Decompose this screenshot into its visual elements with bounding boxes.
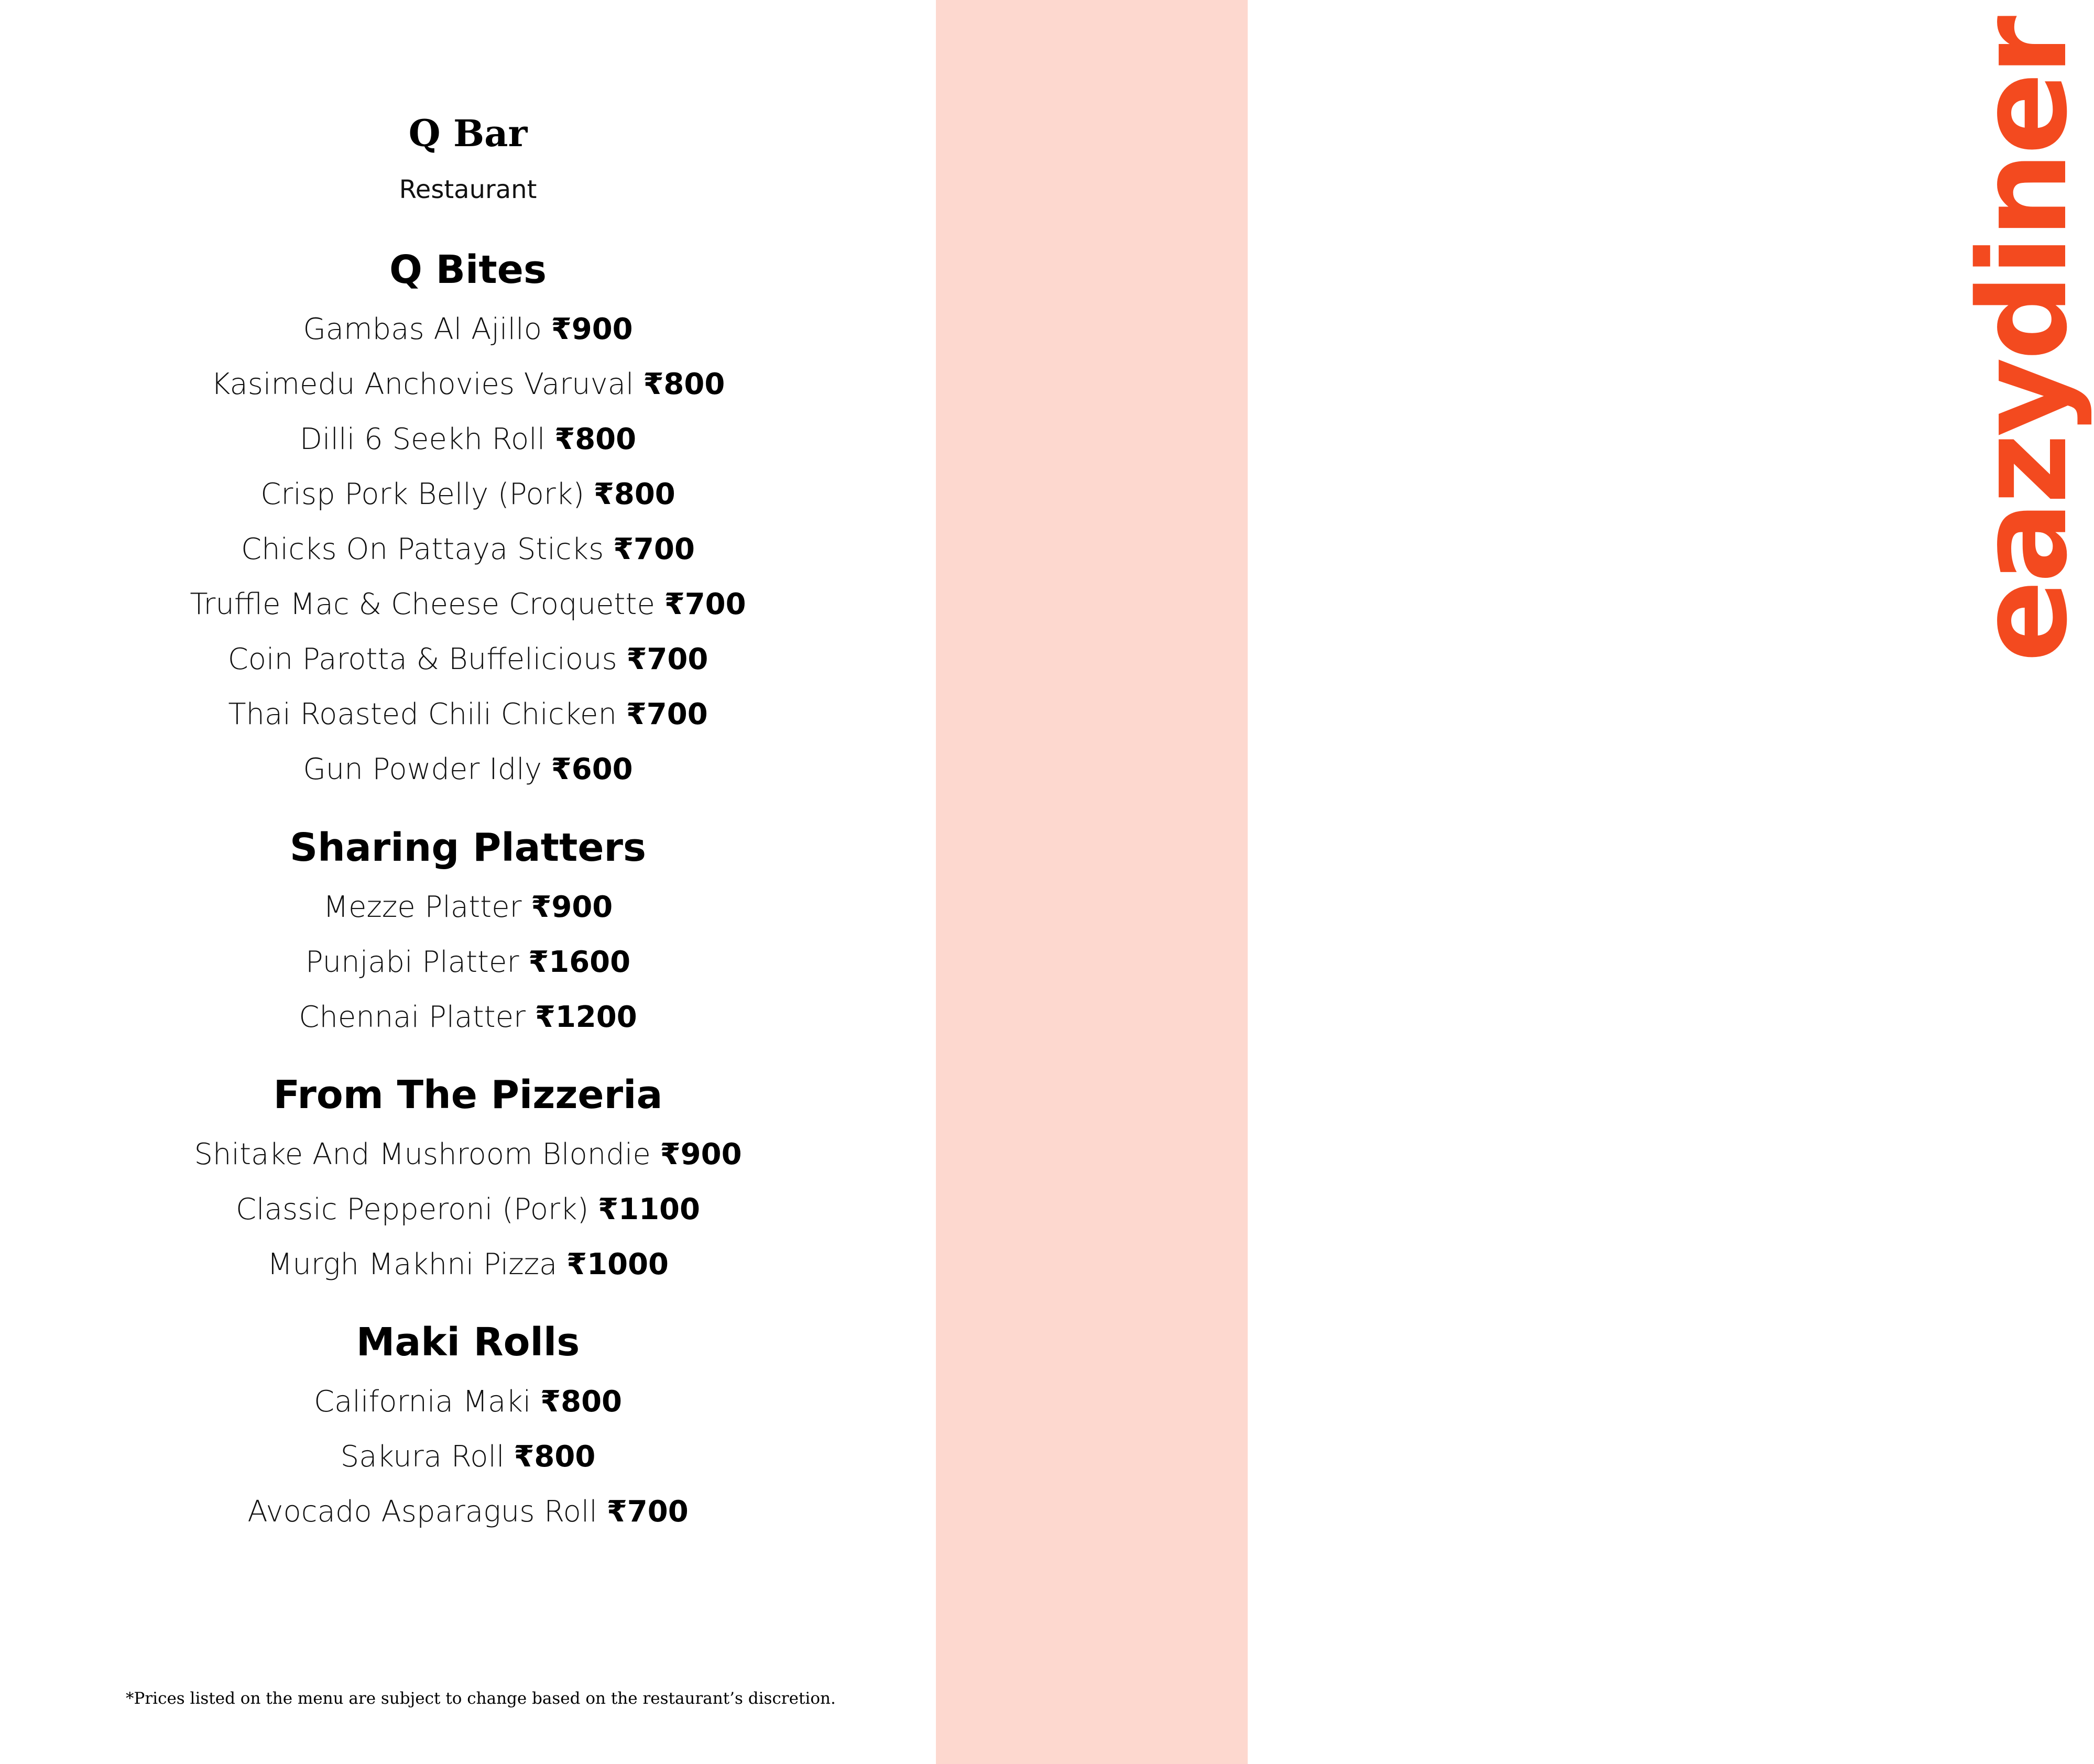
menu-item — [0, 522, 936, 577]
menu-section-sharing-platters — [0, 824, 936, 1045]
item-name: Gun Powder Idly — [303, 752, 542, 786]
menu-item — [0, 1237, 936, 1292]
menu-item — [0, 1182, 936, 1237]
item-price: ₹1200 — [535, 1000, 637, 1034]
brand-panel — [936, 0, 2094, 1764]
menu-item — [0, 1484, 936, 1539]
item-name: Coin Parotta & Buffelicious — [227, 642, 617, 676]
item-price: ₹700 — [664, 587, 746, 621]
restaurant-name: Q Bar — [408, 112, 528, 155]
item-price: ₹700 — [606, 1495, 689, 1529]
menu-item — [0, 577, 936, 632]
item-name: Mezze Platter — [323, 890, 522, 924]
item-name: Truffle Mac & Cheese Croquette — [190, 587, 655, 621]
item-price: ₹800 — [593, 477, 675, 511]
menu-item — [0, 412, 936, 467]
menu-section-q-bites — [0, 246, 936, 797]
item-price: ₹800 — [514, 1440, 596, 1474]
item-name: Sakura Roll — [340, 1440, 505, 1474]
item-name: Shitake And Mushroom Blondie — [194, 1137, 651, 1171]
item-name: Gambas Al Ajillo — [303, 312, 542, 346]
menu-item — [0, 1429, 936, 1484]
item-name: Avocado Asparagus Roll — [247, 1495, 597, 1529]
item-price: ₹800 — [554, 422, 637, 456]
item-name: Kasimedu Anchovies Varuval — [211, 367, 634, 401]
item-price: ₹1600 — [528, 945, 631, 979]
item-price: ₹1000 — [566, 1247, 669, 1281]
menu-item — [0, 880, 936, 935]
item-price: ₹900 — [551, 312, 633, 346]
item-name: Murgh Makhni Pizza — [267, 1247, 558, 1281]
item-price: ₹600 — [551, 752, 633, 786]
item-price: ₹800 — [540, 1385, 622, 1419]
item-name: Chennai Platter — [299, 1000, 526, 1034]
menu-item — [0, 1127, 936, 1182]
item-name: California Maki — [313, 1385, 531, 1419]
item-price: ₹800 — [643, 367, 725, 401]
menu-section-from-the-pizzeria — [0, 1071, 936, 1292]
item-name: Chicks On Pattaya Sticks — [241, 532, 604, 566]
menu-item — [0, 742, 936, 797]
section-title: Maki Rolls — [356, 1320, 580, 1365]
section-title: Q Bites — [389, 247, 547, 292]
menu-item — [0, 632, 936, 687]
item-name: Classic Pepperoni (Pork) — [236, 1192, 589, 1226]
brand-logo: eazydiner — [1953, 18, 2094, 663]
menu-item — [0, 990, 936, 1045]
menu-item — [0, 302, 936, 357]
item-price: ₹900 — [531, 890, 613, 924]
menu-item — [0, 357, 936, 412]
item-name: Crisp Pork Belly (Pork) — [260, 477, 585, 511]
menu-item — [0, 687, 936, 742]
item-name: Dilli 6 Seekh Roll — [299, 422, 546, 456]
price-disclaimer: *Prices listed on the menu are subject to change based on the restaurant’s discretion. — [126, 1689, 836, 1708]
item-name: Punjabi Platter — [305, 945, 519, 979]
menu-section-maki-rolls — [0, 1319, 936, 1539]
item-price: ₹700 — [626, 642, 708, 676]
restaurant-type: Restaurant — [399, 175, 537, 204]
item-price: ₹900 — [660, 1137, 742, 1171]
menu-item — [0, 467, 936, 522]
menu-item — [0, 935, 936, 990]
item-name: Thai Roasted Chili Chicken — [228, 697, 617, 731]
item-price: ₹1100 — [598, 1192, 700, 1226]
section-title: From The Pizzeria — [273, 1072, 663, 1117]
section-title: Sharing Platters — [289, 825, 647, 870]
item-price: ₹700 — [626, 697, 708, 731]
menu-item — [0, 1374, 936, 1429]
item-price: ₹700 — [613, 532, 695, 566]
